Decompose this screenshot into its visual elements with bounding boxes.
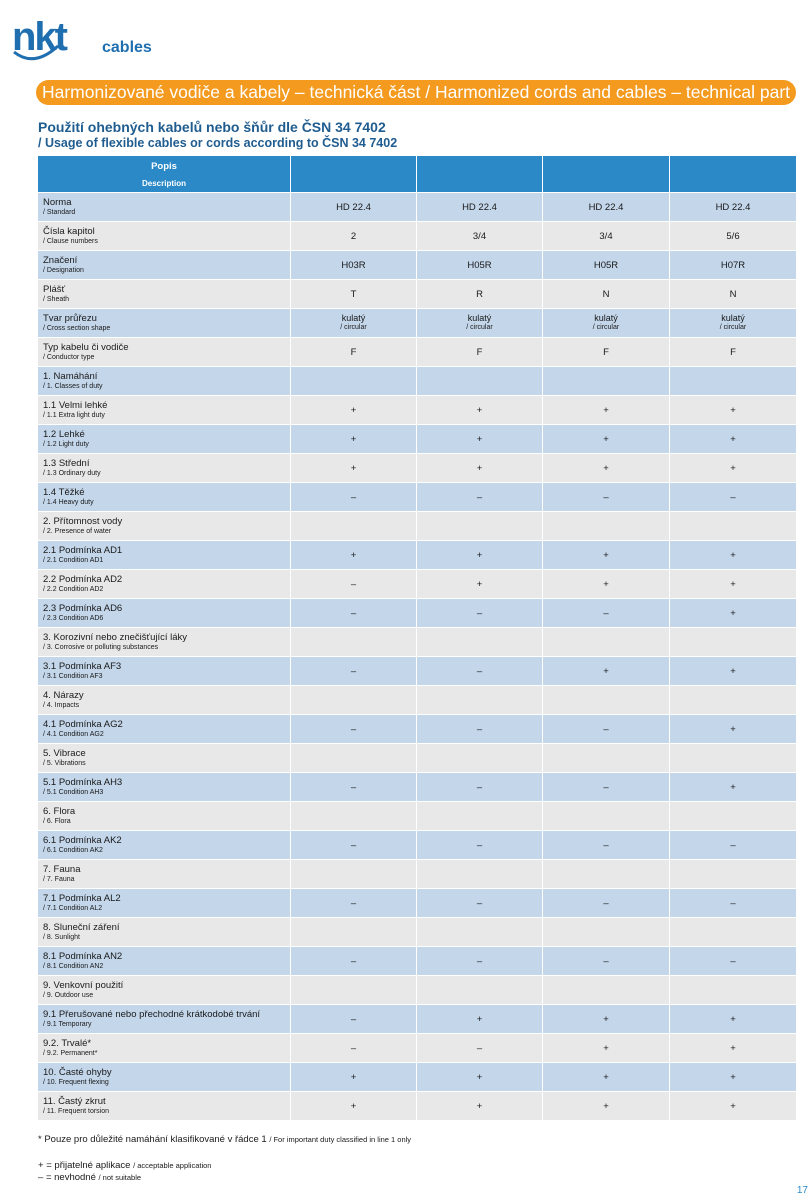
table-row [38, 657, 797, 686]
row-label-en: / 7.1 Condition AL2 [43, 905, 103, 912]
row-label-cs: 8. Sluneční záření [43, 922, 120, 933]
row-value-col-4 [670, 512, 797, 541]
row-description [38, 222, 291, 251]
row-value-col-1: + [291, 396, 417, 425]
row-description [38, 628, 291, 657]
row-value-col-3: – [543, 599, 670, 628]
table-row [38, 396, 797, 425]
row-value-col-2: + [417, 1005, 543, 1034]
legend-text-cs: nevhodné [54, 1172, 96, 1183]
row-value-col-1: + [291, 454, 417, 483]
row-value-col-2: – [417, 1034, 543, 1063]
table-title-en: / Usage of flexible cables or cords according to ČSN 34 7402 [38, 136, 398, 150]
table-row [38, 686, 797, 715]
row-value-col-4: – [670, 831, 797, 860]
row-value-col-4: + [670, 396, 797, 425]
row-description [38, 1005, 291, 1034]
row-label-en: / 5.1 Condition AH3 [43, 789, 104, 796]
table-title-cs: Použití ohebných kabelů nebo šňůr dle ČSN 34 7402 [38, 119, 386, 135]
row-label-cs: 6.1 Podmínka AK2 [43, 835, 122, 846]
row-label-en: / 10. Frequent flexing [43, 1079, 109, 1086]
row-value-col-3: + [543, 425, 670, 454]
row-value-col-4 [670, 367, 797, 396]
row-label-en: / 1. Classes of duty [43, 383, 103, 390]
usage-table [37, 155, 797, 1121]
row-value-col-1 [291, 976, 417, 1005]
row-label-cs: 4. Nárazy [43, 690, 84, 701]
row-label-en: / 3. Corrosive or polluting substances [43, 644, 159, 651]
row-value-col-1: – [291, 1034, 417, 1063]
legend-not-suitable [38, 1172, 141, 1183]
row-label-en: / 2.3 Condition AD6 [43, 615, 104, 622]
header-col-3 [543, 156, 670, 193]
header-description-en: Description [141, 178, 186, 188]
row-description [38, 860, 291, 889]
row-label-cs: 11. Častý zkrut [43, 1096, 106, 1107]
row-label-en: / 3.1 Condition AF3 [43, 673, 103, 680]
row-value-col-1: – [291, 831, 417, 860]
row-value-col-4 [670, 976, 797, 1005]
row-value-col-3: + [543, 657, 670, 686]
row-value-col-2: + [417, 1092, 543, 1121]
row-value-col-2: + [417, 425, 543, 454]
table-row [38, 425, 797, 454]
row-label-en: / 6. Flora [43, 818, 71, 825]
value-cs: kulatý [594, 313, 618, 323]
row-value-col-4 [670, 860, 797, 889]
row-value-col-4 [670, 309, 797, 338]
row-value-col-2 [417, 686, 543, 715]
row-value-col-4: H07R [670, 251, 797, 280]
logo-mark: nkt [12, 15, 66, 59]
legend-acceptable [38, 1160, 211, 1171]
row-label-cs: 2. Přítomnost vody [43, 516, 123, 527]
row-label-cs: 1. Namáhání [43, 371, 98, 382]
row-value-col-1: – [291, 570, 417, 599]
row-value-col-2: – [417, 831, 543, 860]
row-description [38, 541, 291, 570]
row-value-col-3: + [543, 541, 670, 570]
row-value-col-3 [543, 976, 670, 1005]
row-value-col-4: + [670, 570, 797, 599]
row-value-col-2 [417, 802, 543, 831]
row-value-col-4: 5/6 [670, 222, 797, 251]
header-description [38, 156, 291, 193]
row-value-col-2: – [417, 773, 543, 802]
row-label-en: / 6.1 Condition AK2 [43, 847, 103, 854]
table-header-row [38, 156, 797, 193]
row-value-col-3: HD 22.4 [543, 193, 670, 222]
row-value-col-2: + [417, 396, 543, 425]
row-value-col-1: + [291, 425, 417, 454]
row-description [38, 947, 291, 976]
row-value-col-3: – [543, 889, 670, 918]
table-row [38, 715, 797, 744]
row-description [38, 512, 291, 541]
nkt-cables-logo [6, 10, 166, 62]
table-row [38, 628, 797, 657]
table-row [38, 1034, 797, 1063]
row-label-en: / Designation [43, 267, 84, 274]
table-row [38, 367, 797, 396]
row-value-col-4: + [670, 1005, 797, 1034]
row-value-col-2 [417, 628, 543, 657]
row-value-col-1 [291, 512, 417, 541]
footnote [38, 1134, 411, 1145]
row-label-cs: 7. Fauna [43, 864, 81, 875]
value-en: / circular [466, 324, 493, 331]
row-value-col-2 [417, 744, 543, 773]
row-value-col-1: F [291, 338, 417, 367]
row-label-cs: 2.2 Podmínka AD2 [43, 574, 123, 585]
row-value-col-1: + [291, 1063, 417, 1092]
row-description [38, 280, 291, 309]
row-label-en: / 1.2 Light duty [43, 441, 89, 448]
row-label-cs: 2.3 Podmínka AD6 [43, 603, 123, 614]
row-value-col-1: HD 22.4 [291, 193, 417, 222]
table-row [38, 773, 797, 802]
row-description [38, 1034, 291, 1063]
row-value-col-4 [670, 918, 797, 947]
row-value-col-4: HD 22.4 [670, 193, 797, 222]
row-label-en: / 1.1 Extra light duty [43, 412, 105, 419]
row-value-col-2: – [417, 947, 543, 976]
row-value-col-2: + [417, 1063, 543, 1092]
row-description [38, 1092, 291, 1121]
row-value-col-1 [291, 686, 417, 715]
row-description [38, 918, 291, 947]
row-value-col-4: + [670, 425, 797, 454]
row-value-col-3: + [543, 1063, 670, 1092]
value-cs: kulatý [467, 313, 492, 323]
table-row [38, 599, 797, 628]
row-label-en: / Standard [43, 209, 76, 216]
row-description [38, 889, 291, 918]
row-label-en: / 8. Sunlight [43, 934, 80, 941]
row-label-cs: 4.1 Podmínka AG2 [43, 719, 123, 730]
row-label-cs: Typ kabelu či vodiče [43, 342, 129, 353]
row-description [38, 396, 291, 425]
row-value-col-4: + [670, 657, 797, 686]
row-description [38, 570, 291, 599]
row-value-col-1 [291, 628, 417, 657]
row-value-col-1: + [291, 1092, 417, 1121]
table-row [38, 309, 797, 338]
row-label-en: / 9.2. Permanent* [43, 1050, 98, 1057]
row-description [38, 251, 291, 280]
row-value-col-4 [670, 628, 797, 657]
row-label-en: / Clause numbers [43, 238, 98, 245]
row-label-cs: 9. Venkovní použití [43, 980, 124, 991]
table-row [38, 947, 797, 976]
row-value-col-4: + [670, 773, 797, 802]
row-label-en: / 2.2 Condition AD2 [43, 586, 104, 593]
legend-equals: = [46, 1160, 52, 1171]
footnote-en: / For important duty classified in line 1 only [269, 1135, 412, 1144]
row-value-col-3 [543, 367, 670, 396]
row-label-en: / Cross section shape [43, 325, 111, 332]
row-value-col-3: N [543, 280, 670, 309]
row-value-col-2 [417, 309, 543, 338]
row-label-cs: 8.1 Podmínka AN2 [43, 951, 123, 962]
row-value-col-2: – [417, 715, 543, 744]
row-value-col-2 [417, 860, 543, 889]
row-label-cs: 1.1 Velmi lehké [43, 400, 108, 411]
row-description [38, 744, 291, 773]
table-row [38, 512, 797, 541]
row-description [38, 338, 291, 367]
row-value-col-2: H05R [417, 251, 543, 280]
row-value-col-2 [417, 367, 543, 396]
row-value-col-1 [291, 367, 417, 396]
row-value-col-3: – [543, 715, 670, 744]
row-label-cs: Plášť [43, 284, 66, 295]
table-row [38, 918, 797, 947]
row-value-col-3: 3/4 [543, 222, 670, 251]
row-value-col-2: + [417, 454, 543, 483]
row-value-col-2: 3/4 [417, 222, 543, 251]
row-value-col-3: + [543, 1005, 670, 1034]
row-value-col-4: + [670, 1034, 797, 1063]
row-value-col-3 [543, 918, 670, 947]
row-label-cs: Tvar průřezu [43, 313, 97, 324]
row-description [38, 193, 291, 222]
row-description [38, 831, 291, 860]
row-value-col-1: – [291, 889, 417, 918]
row-label-en: / Conductor type [43, 354, 95, 361]
row-value-col-3: + [543, 1034, 670, 1063]
row-label-en: / 9.1 Temporary [43, 1021, 92, 1028]
row-label-en: / 2.1 Condition AD1 [43, 557, 104, 564]
row-description [38, 802, 291, 831]
row-value-col-4 [670, 802, 797, 831]
row-value-col-2: – [417, 889, 543, 918]
row-value-col-1 [291, 860, 417, 889]
row-value-col-1: – [291, 483, 417, 512]
row-value-col-1: – [291, 947, 417, 976]
row-value-col-2 [417, 512, 543, 541]
row-label-en: / 4.1 Condition AG2 [43, 731, 104, 738]
row-value-col-1: – [291, 1005, 417, 1034]
row-label-en: / 5. Vibrations [43, 760, 86, 767]
row-value-col-1: + [291, 541, 417, 570]
row-value-col-2: F [417, 338, 543, 367]
table-row [38, 889, 797, 918]
row-description [38, 483, 291, 512]
row-description [38, 715, 291, 744]
row-value-col-4: N [670, 280, 797, 309]
row-value-col-3 [543, 860, 670, 889]
row-label-en: / 9. Outdoor use [43, 992, 94, 999]
row-description [38, 686, 291, 715]
row-label-en: / 7. Fauna [43, 876, 75, 883]
row-label-en: / Sheath [43, 296, 70, 303]
row-description [38, 657, 291, 686]
row-value-col-4 [670, 686, 797, 715]
row-value-col-4: – [670, 947, 797, 976]
row-label-cs: 9.2. Trvalé* [43, 1038, 92, 1049]
row-value-col-3: – [543, 947, 670, 976]
row-value-col-4: – [670, 483, 797, 512]
row-value-col-2 [417, 918, 543, 947]
legend-text-en: / not suitable [98, 1173, 142, 1182]
row-label-cs: Značení [43, 255, 78, 266]
table-row [38, 802, 797, 831]
row-value-col-3 [543, 802, 670, 831]
row-value-col-4: + [670, 541, 797, 570]
row-value-col-2: – [417, 599, 543, 628]
row-label-cs: 3. Korozivní nebo znečišťující láky [43, 632, 188, 643]
value-en: / circular [340, 324, 367, 331]
table-row [38, 1005, 797, 1034]
row-value-col-1: – [291, 599, 417, 628]
row-value-col-2: – [417, 483, 543, 512]
table-row [38, 831, 797, 860]
row-value-col-4: F [670, 338, 797, 367]
row-value-col-3 [543, 744, 670, 773]
row-label-cs: 1.2 Lehké [43, 429, 85, 440]
row-value-col-1: 2 [291, 222, 417, 251]
row-value-col-1: T [291, 280, 417, 309]
row-label-cs: 1.4 Těžké [43, 487, 85, 498]
row-label-cs: 7.1 Podmínka AL2 [43, 893, 121, 904]
row-value-col-3: – [543, 483, 670, 512]
row-value-col-2: + [417, 541, 543, 570]
value-cs: kulatý [721, 313, 745, 323]
row-value-col-3 [543, 686, 670, 715]
row-description [38, 976, 291, 1005]
row-value-col-2: + [417, 570, 543, 599]
row-label-en: / 11. Frequent torsion [43, 1108, 110, 1115]
row-value-col-2: HD 22.4 [417, 193, 543, 222]
table-row [38, 1092, 797, 1121]
row-description [38, 425, 291, 454]
row-value-col-3: + [543, 454, 670, 483]
row-value-col-3: – [543, 773, 670, 802]
table-row [38, 744, 797, 773]
row-value-col-3: + [543, 1092, 670, 1121]
header-description-cs: Popis [151, 160, 177, 172]
row-value-col-1 [291, 918, 417, 947]
table-row [38, 280, 797, 309]
row-description [38, 309, 291, 338]
legend-text-cs: přijatelné aplikace [54, 1160, 131, 1171]
row-value-col-3 [543, 309, 670, 338]
row-value-col-1: H03R [291, 251, 417, 280]
row-description [38, 773, 291, 802]
table-row [38, 1063, 797, 1092]
row-description [38, 454, 291, 483]
row-description [38, 599, 291, 628]
table-row [38, 483, 797, 512]
row-label-en: / 2. Presence of water [43, 528, 112, 535]
row-label-cs: 5. Vibrace [43, 748, 86, 759]
row-value-col-3: H05R [543, 251, 670, 280]
legend-equals: = [45, 1172, 52, 1183]
row-description [38, 1063, 291, 1092]
row-label-en: / 8.1 Condition AN2 [43, 963, 104, 970]
table-row [38, 860, 797, 889]
table-row [38, 338, 797, 367]
page-number: 17 [796, 1185, 808, 1196]
row-label-en: / 4. Impacts [43, 702, 80, 709]
row-value-col-3: + [543, 570, 670, 599]
row-label-cs: 10. Časté ohyby [43, 1067, 112, 1078]
table-row [38, 193, 797, 222]
row-value-col-3 [543, 628, 670, 657]
row-value-col-2 [417, 976, 543, 1005]
value-en: / circular [719, 324, 747, 331]
row-label-en: / 1.4 Heavy duty [43, 499, 94, 506]
row-label-cs: Norma [43, 197, 72, 208]
row-label-cs: 2.1 Podmínka AD1 [43, 545, 123, 556]
row-value-col-1 [291, 744, 417, 773]
row-value-col-3: – [543, 831, 670, 860]
row-label-cs: 1.3 Střední [43, 458, 90, 469]
row-description [38, 367, 291, 396]
row-value-col-1: – [291, 715, 417, 744]
row-label-en: / 1.3 Ordinary duty [43, 470, 101, 477]
row-value-col-1: – [291, 657, 417, 686]
table-row [38, 570, 797, 599]
row-value-col-1: – [291, 773, 417, 802]
table-row [38, 454, 797, 483]
legend-symbol-plus: + [38, 1160, 44, 1171]
value-cs: kulatý [341, 313, 366, 323]
footnote-cs: * Pouze pro důležité namáhání klasifikované v řádce 1 [38, 1134, 267, 1145]
logo-subtext: cables [102, 39, 152, 56]
table-row [38, 976, 797, 1005]
table-body [38, 193, 797, 1121]
header-col-4 [670, 156, 797, 193]
row-value-col-4: + [670, 599, 797, 628]
table-row [38, 251, 797, 280]
row-label-cs: 6. Flora [43, 806, 76, 817]
table-row [38, 222, 797, 251]
header-col-2 [417, 156, 543, 193]
row-label-cs: Čísla kapitol [43, 226, 95, 237]
table-row [38, 541, 797, 570]
header-col-1 [291, 156, 417, 193]
row-value-col-3: + [543, 396, 670, 425]
legend-symbol-minus: – [38, 1172, 44, 1183]
row-value-col-4: + [670, 1092, 797, 1121]
row-label-cs: 5.1 Podmínka AH3 [43, 777, 123, 788]
row-value-col-4: + [670, 1063, 797, 1092]
row-value-col-4: + [670, 715, 797, 744]
section-banner: Harmonizované vodiče a kabely – technická část / Harmonized cords and cables – technical part [36, 80, 796, 105]
row-value-col-4: – [670, 889, 797, 918]
row-value-col-4: + [670, 454, 797, 483]
row-value-col-3: F [543, 338, 670, 367]
row-value-col-1 [291, 309, 417, 338]
row-value-col-1 [291, 802, 417, 831]
legend-text-en: / acceptable application [133, 1161, 212, 1170]
row-value-col-2: – [417, 657, 543, 686]
row-value-col-4 [670, 744, 797, 773]
row-value-col-2: R [417, 280, 543, 309]
row-label-cs: 3.1 Podmínka AF3 [43, 661, 122, 672]
row-value-col-3 [543, 512, 670, 541]
row-label-cs: 9.1 Přerušované nebo přechodné krátkodobé trvání [43, 1009, 261, 1020]
value-en: / circular [592, 324, 620, 331]
